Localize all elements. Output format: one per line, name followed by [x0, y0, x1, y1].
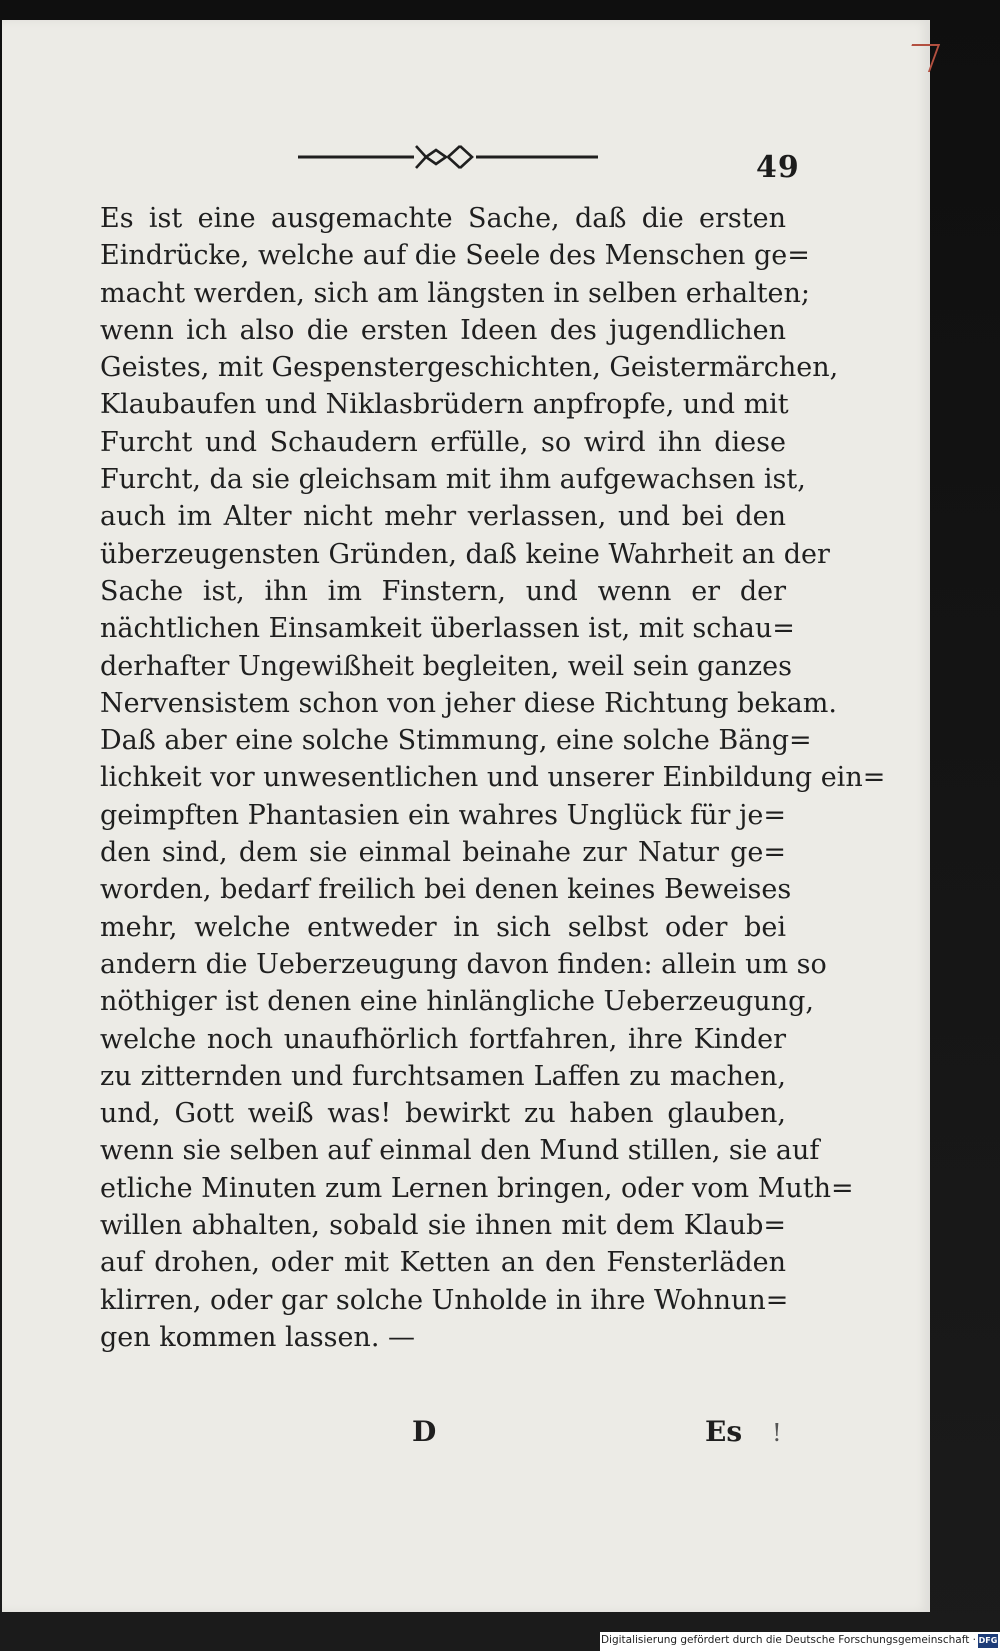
stray-mark: !	[772, 1419, 782, 1447]
text-line: wenn sie selben auf einmal den Mund stillen, sie auf	[100, 1135, 820, 1167]
dfg-logo-icon: DFG	[978, 1634, 998, 1648]
text-line: willen abhalten, sobald sie ihnen mit dem Klaub=	[100, 1210, 786, 1242]
text-line: andern die Ueberzeugung davon finden: allein um so	[100, 948, 827, 980]
text-line: Furcht, da sie gleichsam mit ihm aufgewachsen ist,	[100, 464, 806, 496]
footer-bar	[600, 1632, 1000, 1651]
text-line: Sache ist, ihn im Finstern, und wenn er der	[100, 575, 786, 607]
body-text	[100, 200, 886, 1356]
text-line: geimpften Phantasien ein wahres Unglück für je=	[100, 799, 786, 831]
text-line: worden, bedarf freilich bei denen keines Beweises	[100, 874, 792, 906]
text-line: Eindrücke, welche auf die Seele des Menschen ge=	[100, 240, 810, 272]
header-ornament-icon	[298, 140, 610, 174]
text-line: mehr, welche entweder in sich selbst oder bei	[100, 911, 786, 943]
text-line: macht werden, sich am längsten in selben erhalten;	[100, 277, 811, 309]
footer-credit: Digitalisierung gefördert durch die Deutsche Forschungsgemeinschaft ·	[600, 1634, 976, 1646]
text-line: auch im Alter nicht mehr verlassen, und bei den	[100, 501, 786, 533]
text-line: nächtlichen Einsamkeit überlassen ist, mit schau=	[100, 613, 795, 645]
text-line: klirren, oder gar solche Unholde in ihre Wohnun=	[100, 1284, 789, 1316]
text-line: lichkeit vor unwesentlichen und unserer Einbildung ein=	[100, 762, 886, 794]
text-line: welche noch unaufhörlich fortfahren, ihre Kinder	[100, 1023, 786, 1055]
text-line: und, Gott weiß was! bewirkt zu haben glauben,	[100, 1098, 786, 1130]
text-line: Es ist eine ausgemachte Sache, daß die ersten	[100, 203, 786, 234]
signature-mark: D	[412, 1415, 437, 1448]
page-number: 49	[756, 150, 800, 185]
text-line: nöthiger ist denen eine hinlängliche Ueberzeugung,	[100, 986, 814, 1018]
page-foot	[100, 1415, 800, 1455]
text-line: den sind, dem sie einmal beinahe zur Natur ge=	[100, 837, 786, 869]
text-line: derhafter Ungewißheit begleiten, weil sein ganzes	[100, 650, 792, 682]
text-line: Nervensistem schon von jeher diese Richtung bekam.	[100, 687, 837, 719]
text-line: Furcht und Schaudern erfülle, so wird ihn diese	[100, 426, 786, 458]
text-line: auf drohen, oder mit Ketten an den Fensterläden	[100, 1247, 786, 1279]
text-line: Klaubaufen und Niklasbrüdern anpfropfe, und mit	[100, 389, 789, 421]
text-line: gen kommen lassen. —	[100, 1321, 415, 1353]
text-line: zu zitternden und furchtsamen Laffen zu machen,	[100, 1060, 786, 1092]
catchword: Es	[705, 1415, 743, 1448]
text-line: etliche Minuten zum Lernen bringen, oder vom Muth=	[100, 1172, 854, 1204]
text-line: Daß aber eine solche Stimmung, eine solche Bäng=	[100, 725, 812, 757]
text-line: wenn ich also die ersten Ideen des jugendlichen	[100, 314, 786, 346]
text-line: überzeugensten Gründen, daß keine Wahrheit an der	[100, 538, 830, 570]
text-line: Geistes, mit Gespenstergeschichten, Geistermärchen,	[100, 352, 839, 384]
